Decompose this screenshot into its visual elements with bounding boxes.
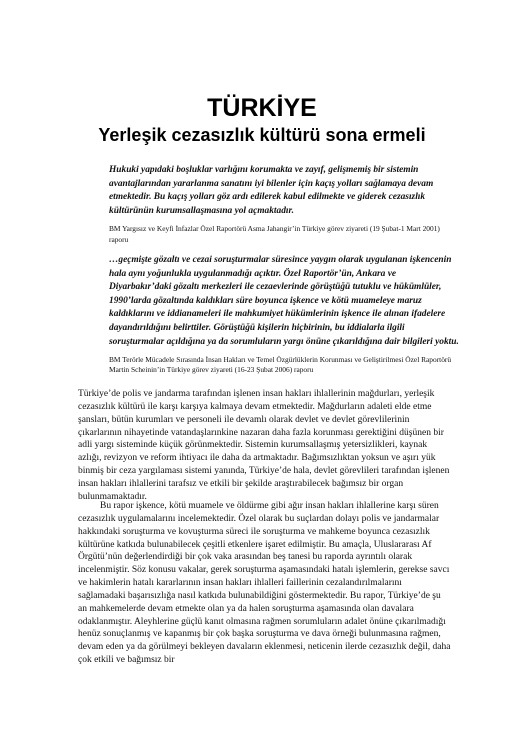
paragraph-text: Türkiye’de polis ve jandarma tarafından işlenen insan hakları ihlallerinin mağdurları, yerleşik cezasızlık kültürü ile karşı karşıya kalmaya devam etmektedir. Mağdurların adaleti elde etme şansları, bütün kurumları ve personeli ile devamlı olarak devlet ve devlet görevlilerinin çıkarlarının nihayetinde vatandaşlarınkine nazaran daha fazla korunması gerektiğini düşünen bir adli yargı sisteminde küçük görünmektedir. Sistemin kurumsallaşmış yetersizlikleri, kaynak azlığı, revizyon ve reform ihtiyacı ile daha da artmaktadır. Bağımsızlıktan yoksun ve aşırı yük binmiş bir ceza yargılaması sistemi yanında, Türkiye’de hala, devlet görevlileri tarafından işlenen insan hakları ihlallerini tarafsız ve etkili bir şekilde araştırabilecek bağımsız bir organ bulunmamaktadır. bbox=[78, 389, 450, 502]
quote-text: Hukuki yapıdaki boşluklar varlığını korumakta ve zayıf, gelişmemiş bir sistemin avantajlarından yararlanma sanatını iyi bilenler için kaçış yolları sağlamaya devam etmektedir. Bu kaçış yolları göz ardı edilerek kabul edilmekte ve giderek cezasızlık kültürünün kurumsallaşmasına yol açmaktadır. bbox=[109, 165, 434, 216]
paragraph-text: Bu rapor işkence, kötü muamele ve öldürme gibi ağır insan hakları ihlallerine karşı süren cezasızlık uygulamalarını incelemektedir. Özel olarak bu suçlardan dolayı polis ve jandarmalar hakkındaki soruşturma ve kovuşturma süreci ile soruşturma ve mahkeme boyunca cezasızlık kültürüne katkıda bulunabilecek çeşitli etkenlere işaret edilmiştir. Bu amaçla, Uluslararası Af Örgütü’nün değerlendirdiği bir çok vaka arasından beş tanesi bu raporda ayrıntılı olarak incelenmiştir. Söz konusu vakalar, gerek soruşturma aşamasındaki hatalı işlemlerin, gerekse savcı ve hakimlerin hatalı kararlarının insan hakları ihlalleri faillerinin cezalandırılmalarını sağlamadaki başarısızlığa nasıl katkıda bulunabildiğini göstermektedir. Bu rapor, Türkiye’de şu an mahkemelerde devam etmekte olan ya da halen soruşturma aşamasında olan davalara odaklanmıştır. Aleyhlerine güçlü kanıt olmasına rağmen sorumluların adalet önüne çıkarılmadığı henüz sonuçlanmış ve kapanmış bir çok başka soruşturma ve dava örneği bulunmasına rağmen, devam eden ya da görülmeyi bekleyen davaların eklenmesi, neticenin ilerde cezasızlık değil, daha çok etkili ve bağımsız bir bbox=[78, 501, 451, 666]
quote-block-1 bbox=[109, 164, 459, 245]
quote-text: …geçmişte gözaltı ve cezai soruşturmalar süresince yaygın olarak uygulanan işkencenin hala aynı yoğunlukla uygulanmadığı açıktır. Özel Raportör’ün, Ankara ve Diyarbakır’daki gözaltı merkezleri ile cezaevlerinde görüştüğü tutuklu ve hükümlüler, 1990’larda gözaltında kaldıkları süre boyunca işkence ve kötü muameleye maruz kaldıklarını ve iddianameleri ile mahkumiyet hükümlerinin işkence ile alınan ifadelere dayandırıldığını belirttiler. Görüştüğü kişilerin hiçbirinin, bu iddialarla ilgili soruşturmalar açıldığına ya da sorumluların yargı önüne çıkarıldığına dair bilgileri yoktu. bbox=[109, 255, 459, 347]
body-paragraph-2 bbox=[78, 500, 451, 667]
body-paragraph-1 bbox=[78, 388, 451, 504]
document-subtitle: Yerleşik cezasızlık kültürü sona ermeli bbox=[98, 125, 426, 145]
quote-source: BM Yargısız ve Keyfi İnfazlar Özel Raportörü Asma Jahangir’in Türkiye görev ziyareti (19 Şubat-1 Mart 2001) raporu bbox=[109, 224, 440, 244]
quote-source: BM Terörle Mücadele Sırasında İnsan Hakları ve Temel Özgürlüklerin Korunması ve Geliştirilmesi Özel Raportörü Martin Scheinin’in Türkiye görev ziyareti (16-23 Şubat 2006) raporu bbox=[109, 355, 452, 375]
document-title: TÜRKİYE bbox=[207, 94, 317, 122]
quote-block-2 bbox=[109, 254, 459, 376]
